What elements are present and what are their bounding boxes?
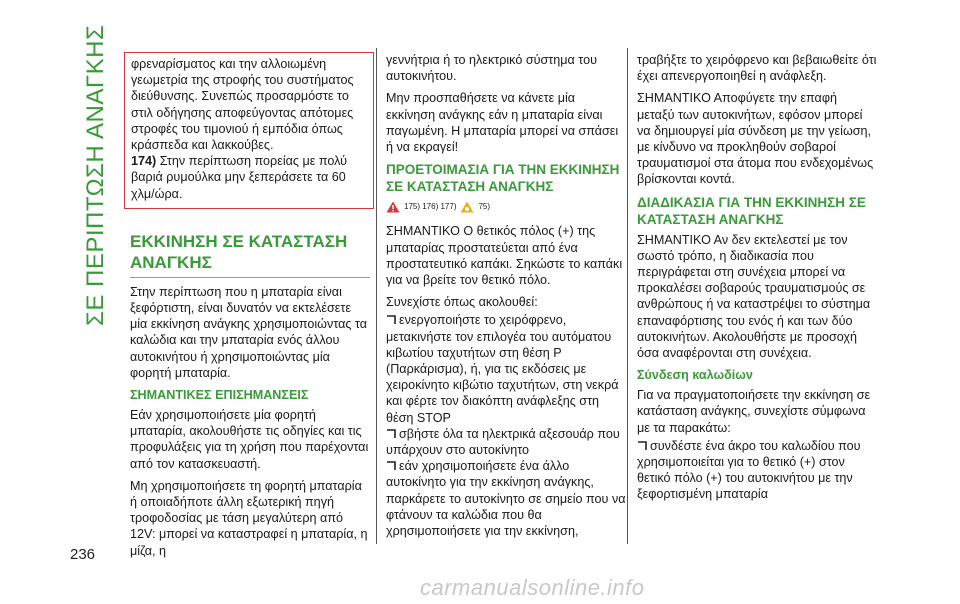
list-item-text: ενεργοποιήστε το χειρόφρενο, μετακινήστε τον επιλογέα του αυτόματου κιβωτίου ταχυτήτων στη θέση P (Παρκάρισμα), ή, για τις εκδόσεις με χειροκίνητο κιβώτιο ταχυτήτων, στη νεκρά και φέρτε τον διακόπτη ανάφλεξης στη θέση STOP xyxy=(386,313,619,425)
paragraph: ΣΗΜΑΝΤΙΚΟ Ο θετικός πόλος (+) της μπαταρίας προστατεύεται από ένα προστατευτικό καπάκι. Σηκώστε το καπάκι για να βρείτε τον θετικό πόλο. xyxy=(386,224,623,288)
caution-refs: 75) xyxy=(478,202,491,212)
paragraph: ΣΗΜΑΝΤΙΚΟ Αποφύγετε την επαφή μεταξύ των αυτοκινήτων, εφόσον μπορεί να δημιουργεί μία σύνδεση με την γείωση, με κίνδυνο να προκληθούν σοβαροί τραυματισμοί στα άτομα που ενδεχομένως βρίσκονται κοντά. xyxy=(637,91,874,187)
warning-triangle-icon xyxy=(386,201,400,213)
bullet-icon xyxy=(386,461,396,471)
paragraph: Για να πραγματοποιήσετε την εκκίνηση σε κατάσταση ανάγκης, συνεχίστε σύμφωνα με τα παρακάτω: xyxy=(637,388,871,435)
bullet-icon xyxy=(386,429,396,439)
column-divider-1 xyxy=(376,48,377,544)
watermark: carmanualsonline.info xyxy=(420,575,645,600)
section-heading: ΕΚΚΙΝΗΣΗ ΣΕ ΚΑΤΑΣΤΑΣΗ ΑΝΑΓΚΗΣ xyxy=(130,231,370,278)
list-item-text: συνδέστε ένα άκρο του καλωδίου που χρησιμοποιείται για το θετικό (+) στον θετικό πόλο (+) του αυτοκινήτου με την ξεφορτισμένη μπαταρία xyxy=(637,438,861,502)
paragraph: Συνεχίστε όπως ακολουθεί: xyxy=(386,295,538,310)
section-heading: ΠΡΟΕΤΟΙΜΑΣΙΑ ΓΙΑ ΤΗΝ ΕΚΚΙΝΗΣΗ ΣΕ ΚΑΤΑΣΤΑΣΗ ΑΝΑΓΚΗΣ xyxy=(386,162,620,195)
paragraph: Μην προσπαθήσετε να κάνετε μία εκκίνηση ανάγκης εάν η μπαταρία είναι παγωμένη. Η μπαταρία μπορεί να σπάσει ή να εκραγεί! xyxy=(386,91,619,155)
warning-box xyxy=(124,52,374,209)
paragraph: Μη χρησιμοποιήσετε τη φορητή μπαταρία ή οποιαδήποτε άλλη εξωτερική πηγή τροφοδοσίας με τάση μεγαλύτερη από 12V: μπορεί να καταστραφεί η μπαταρία, η μίζα, η xyxy=(130,478,368,558)
warning-item-text: Στην περίπτωση πορείας με πολύ βαριά ρυμούλκα μην ξεπεράσετε τα 60 χλμ/ώρα. xyxy=(131,154,348,201)
column-1 xyxy=(130,52,370,565)
caution-triangle-icon xyxy=(460,201,474,213)
column-divider-2 xyxy=(627,48,628,544)
list-item-text: σβήστε όλα τα ηλεκτρικά αξεσουάρ που υπάρχουν στο αυτοκίνητο xyxy=(386,426,620,458)
bullet-icon xyxy=(386,315,396,325)
list-item-text: εάν χρησιμοποιήσετε ένα άλλο αυτοκίνητο για την εκκίνηση ανάγκης, παρκάρετε το αυτοκίνητο σε σημείο που να φτάνουν τα καλώδια που θα χρησιμοποιήσετε για την εκκίνηση, xyxy=(386,459,626,539)
reference-icons xyxy=(386,199,626,215)
page-number: 236 xyxy=(70,546,96,563)
column-2 xyxy=(386,52,626,539)
warning-text: φρεναρίσματος και την αλλοιωμένη γεωμετρία της στροφής του συστήματος διεύθυνσης. Συνεπώς προσαρμόστε το στιλ οδήγησης αποφεύγοντας απότομες στροφές του τιμονιού ή εμπόδια όπως κράσπεδα και λακκούβες. xyxy=(131,57,354,153)
list-item xyxy=(637,438,877,503)
bullet-icon xyxy=(637,441,647,451)
warning-item xyxy=(131,153,367,202)
column-3 xyxy=(637,52,877,509)
warning-number: 174) xyxy=(131,154,157,169)
paragraph: Εάν χρησιμοποιήσετε μία φορητή μπαταρία, ακολουθήστε τις οδηγίες και τις προφυλάξεις για τη χρήση που παρέχονται από τον κατασκευαστή. xyxy=(130,408,369,471)
subsection-heading: ΣΗΜΑΝΤΙΚΕΣ ΕΠΙΣΗΜΑΝΣΕΙΣ xyxy=(130,388,309,403)
chapter-title: ΣΕ ΠΕΡΙΠΤΩΣΗ ΑΝΑΓΚΗΣ xyxy=(82,24,109,326)
paragraph: ΣΗΜΑΝΤΙΚΟ Αν δεν εκτελεστεί με τον σωστό τρόπο, η διαδικασία που περιγράφεται στη συνέχεια μπορεί να προκαλέσει σοβαρούς τραυματισμούς σε ανθρώπους ή να καταστρέψει το σύστημα επαναφόρτισης του ενός ή και των δύο αυτοκινήτων. Ακολουθήστε με προσοχή όσα αναφέρονται στη συνέχεια. xyxy=(637,232,871,361)
paragraph: Στην περίπτωση που η μπαταρία είναι ξεφόρτιστη, είναι δυνατόν να εκτελέσετε μία εκκίνηση ανάγκης χρησιμοποιώντας τα καλώδια και την μπαταρία ενός άλλου αυτοκινήτου ή χρησιμοποιώντας μία φορητή μπαταρία. xyxy=(130,284,368,380)
section-heading: ΔΙΑΔΙΚΑΣΙΑ ΓΙΑ ΤΗΝ ΕΚΚΙΝΗΣΗ ΣΕ ΚΑΤΑΣΤΑΣΗ ΑΝΑΓΚΗΣ xyxy=(637,194,866,227)
list-item xyxy=(386,312,626,425)
subsection-heading: Σύνδεση καλωδίων xyxy=(637,368,753,383)
warning-refs: 175) 176) 177) xyxy=(404,202,457,212)
paragraph: γεννήτρια ή το ηλεκτρικό σύστημα του αυτοκινήτου. xyxy=(386,53,597,84)
list-item xyxy=(386,426,626,458)
list-item xyxy=(386,458,626,539)
paragraph: τραβήξτε το χειρόφρενο και βεβαιωθείτε ότι έχει απενεργοποιηθεί η ανάφλεξη. xyxy=(637,53,877,84)
